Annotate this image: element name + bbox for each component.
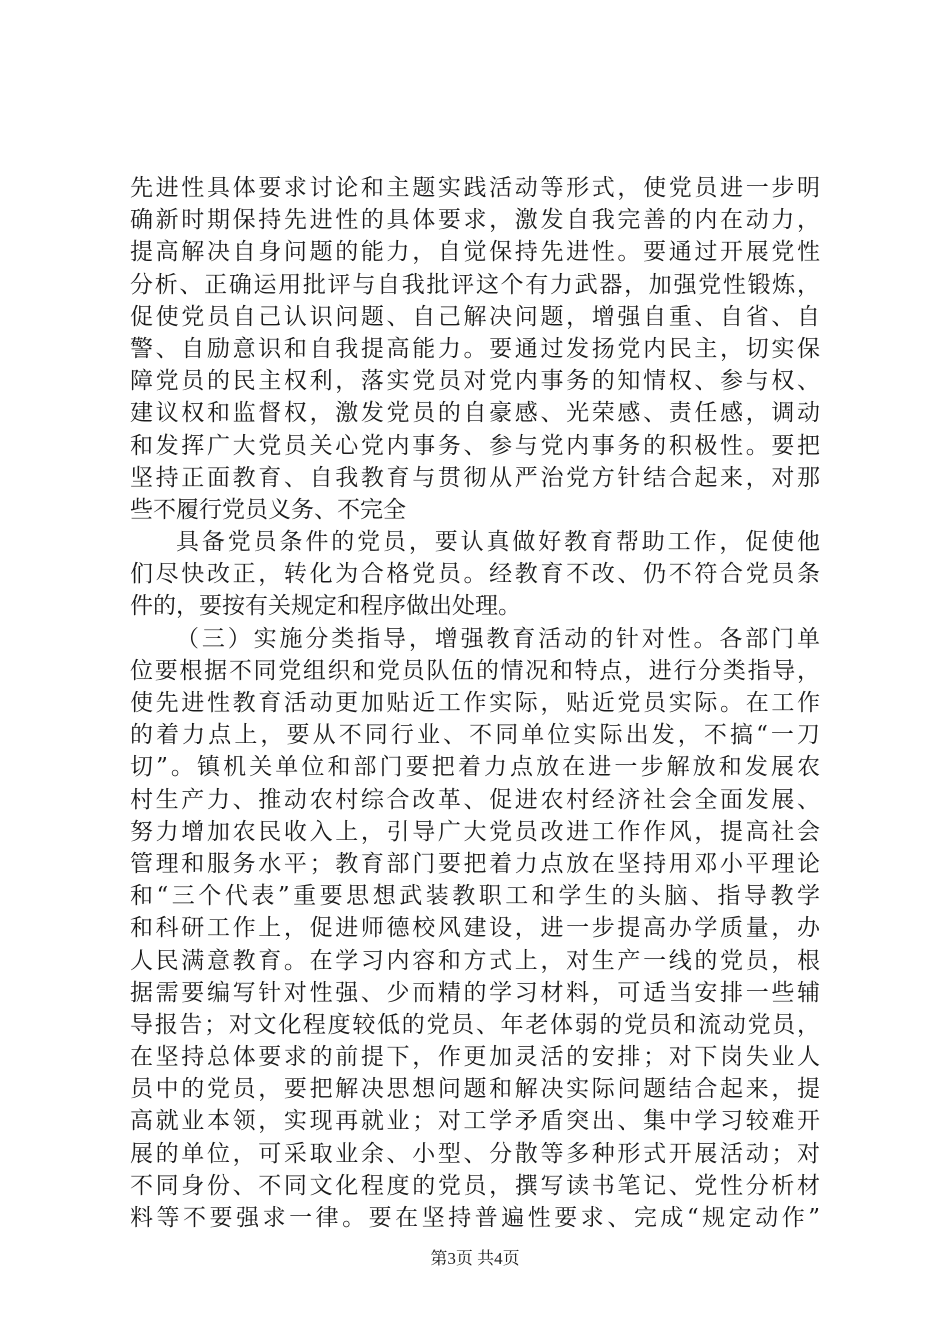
text-line: 些不履行党员义务、不完全 <box>130 496 406 523</box>
text-line: 分析、正确运用批评与自我批评这个有力武器，加强党性锻炼， <box>130 271 820 298</box>
text-line: 提高解决自身问题的能力，自觉保持先进性。要通过开展党性 <box>130 239 820 266</box>
text-line: 高就业本领，实现再就业；对工学矛盾突出、集中学习较难开 <box>130 1108 820 1135</box>
text-line: 努力增加农民收入上，引导广大党员改进工作作风，提高社会 <box>130 818 820 845</box>
text-line: 料等不要强求一律。要在坚持普遍性要求、完成“规定动作” <box>130 1205 820 1231</box>
text-line: 管理和服务水平；教育部门要把着力点放在坚持用邓小平理论 <box>130 850 820 877</box>
text-line: 先进性具体要求讨论和主题实践活动等形式，使党员进一步明 <box>130 175 820 201</box>
text-line: 警、自励意识和自我提高能力。要通过发扬党内民主，切实保 <box>130 335 820 362</box>
text-line: 展的单位，可采取业余、小型、分散等多种形式开展活动；对 <box>130 1140 820 1167</box>
page-number-footer: 第3页 共4页 <box>430 1249 520 1268</box>
text-line: 障党员的民主权利，落实党员对党内事务的知情权、参与权、 <box>130 368 820 395</box>
text-line: 切”。镇机关单位和部门要把着力点放在进一步解放和发展农 <box>130 754 820 781</box>
text-line: 具备党员条件的党员，要认真做好教育帮助工作，促使他 <box>176 529 820 556</box>
text-line: 在坚持总体要求的前提下，作更加灵活的安排；对下岗失业人 <box>130 1044 820 1071</box>
text-line: 不同身份、不同文化程度的党员，撰写读书笔记、党性分析材 <box>130 1172 820 1199</box>
document-body <box>130 172 820 1234</box>
text-line: 位要根据不同党组织和党员队伍的情况和特点，进行分类指导， <box>130 657 820 684</box>
text-line: 村生产力、推动农村综合改革、促进农村经济社会全面发展、 <box>130 786 820 813</box>
text-line: 促使党员自己认识问题、自己解决问题，增强自重、自省、自 <box>130 303 820 330</box>
text-line: 件的，要按有关规定和程序做出处理。 <box>130 593 521 620</box>
text-line: 导报告；对文化程度较低的党员、年老体弱的党员和流动党员， <box>130 1011 820 1038</box>
text-line: （三）实施分类指导，增强教育活动的针对性。各部门单 <box>176 625 820 652</box>
text-line: 员中的党员，要把解决思想问题和解决实际问题结合起来，提 <box>130 1076 820 1103</box>
text-line: 使先进性教育活动更加贴近工作实际，贴近党员实际。在工作 <box>130 690 820 716</box>
text-line: 确新时期保持先进性的具体要求，激发自我完善的内在动力， <box>130 207 820 234</box>
text-line: 据需要编写针对性强、少而精的学习材料，可适当安排一些辅 <box>130 979 820 1006</box>
text-line: 建议权和监督权，激发党员的自豪感、光荣感、责任感，调动 <box>130 400 820 427</box>
text-line: 和科研工作上，促进师德校风建设，进一步提高办学质量，办 <box>130 915 820 942</box>
text-line: 们尽快改正，转化为合格党员。经教育不改、仍不符合党员条 <box>130 561 820 588</box>
text-line: 人民满意教育。在学习内容和方式上，对生产一线的党员，根 <box>130 947 820 974</box>
text-line: 和发挥广大党员关心党内事务、参与党内事务的积极性。要把 <box>130 432 820 459</box>
text-line: 和“三个代表”重要思想武装教职工和学生的头脑、指导教学 <box>130 883 820 910</box>
text-line: 坚持正面教育、自我教育与贯彻从严治党方针结合起来，对那 <box>130 464 820 491</box>
text-line: 的着力点上，要从不同行业、不同单位实际出发，不搞“一刀 <box>130 722 820 749</box>
